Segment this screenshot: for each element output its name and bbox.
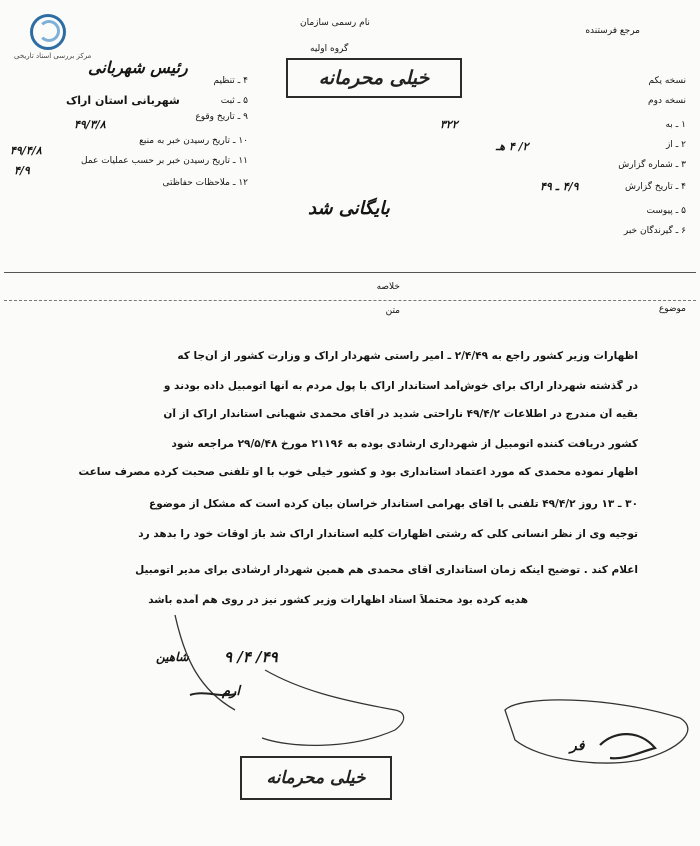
subject-divider [4,300,696,301]
body-line: بقیه آن مندرج در اطلاعات ۴۹/۴/۲ ناراحتی شدید در آقای محمدی شهبانی استاندار اراک از آن [163,408,638,420]
subject-summary-label: خلاصه [376,282,400,292]
subject-label: موضوع [658,304,686,314]
right-signature: فر [570,738,585,754]
field-value: ۴۹/۳/۸ [74,118,106,131]
body-line: در گذشته شهردار اراک برای خوش‌آمد استاندار اراک با پول مردم به آنها اتومبیل داده بودند و [163,380,638,392]
field-label: ۲ ـ از [665,140,686,150]
field-label: ۵ ـ ثبت [220,96,248,106]
signature-scribbles [0,600,700,846]
field-label: ۱ ـ به [665,120,686,130]
field-value: ۲/ ۴ هـ [496,140,529,153]
field-label: ۳ ـ شماره گزارش [618,160,686,170]
field-label: ۴ ـ تاریخ گزارش [624,182,686,192]
field-label: ۱۲ ـ ملاحظات حفاظتی [162,178,248,188]
field-label: ۴ ـ تنظیم [213,76,248,86]
watermark-logo [14,14,94,64]
subject-text-label: متن [385,306,400,316]
top-stamp-text: خیلی محرمانه [318,67,430,89]
body-line: ۳۰ ـ ۱۳ روز ۴۹/۴/۲ تلفنی با آقای بهرامی استاندار خراسان بیان کرده است که مشکل از موضوع [149,498,638,510]
field-value: ۴/۹ [14,164,30,177]
header-organization: نام رسمی سازمان [300,18,370,28]
header-sender: مرجع فرستنده [585,26,640,36]
field-value: ۴۹/۴/۸ [10,144,42,157]
field-label: نسخه یکم [648,76,686,86]
body-line: اظهار نموده محمدی که مورد اعتماد استانداری بود و کشور خیلی خوب با او تلفنی صحبت کرده مصرف ساعت [78,466,638,478]
body-line: توجیه وی از نظر انسانی کلی که رشتی اظهارات کلیه استاندار اراک شد باز اوقات خود را بدهد رد [138,528,638,540]
field-value: ۴/۹ ـ ۴۹ [540,180,579,193]
top-confidential-stamp [286,58,462,98]
body-line: اعلام کند . توضیح اینکه زمان استانداری آقای محمدی هم همین شهردار ارشادی برای مدیر اتومبیل [135,564,638,576]
signature-date: ۴۹/ ۴/ ۹ [224,648,278,666]
field-label: ۱۰ ـ تاریخ رسیدن خبر به منبع [139,136,248,146]
handwritten-note-top: رئیس شهربانی [88,58,188,77]
body-line: اظهارات وزیر کشور راجع به ۲/۴/۴۹ ـ امیر راستی شهردار اراک و وزارت کشور از آن‌جا که [177,350,638,362]
header-classification-label: گروه اولیه [310,44,349,54]
body-line: کشور دریافت کننده اتومبیل از شهرداری ارشادی بوده به ۲۱۱۹۶ مورخ ۲۹/۵/۴۸ مراجعه شود [171,438,638,450]
signature-name: شاهین [156,650,189,664]
field-label: ۱۱ ـ تاریخ رسیدن خبر بر حسب عملیات عمل [80,156,248,166]
field-label: ۹ ـ تاریخ وقوع [195,112,248,122]
bottom-confidential-stamp [240,756,392,800]
logo-inner-icon [38,20,60,42]
field-label: ۶ ـ گیرندگان خبر [623,226,686,236]
field-value: شهربانی استان اراک [66,94,180,107]
handwritten-filed-note: بایگانی شد [308,198,390,219]
bottom-stamp-text: خیلی محرمانه [266,768,366,788]
body-line: هدیه کرده بود محتملاً اسناد اظهارات وزیر کشور نیز در روی هم آمده باشد [148,594,528,606]
signature-initials: ارم [222,684,240,699]
section-divider [4,272,696,273]
field-label: ۵ ـ پیوست [646,206,686,216]
watermark-text: مرکز بررسی اسناد تاریخی [14,52,92,60]
field-value: ۳۲۲ [440,118,458,131]
field-label: نسخه دوم [648,96,686,106]
